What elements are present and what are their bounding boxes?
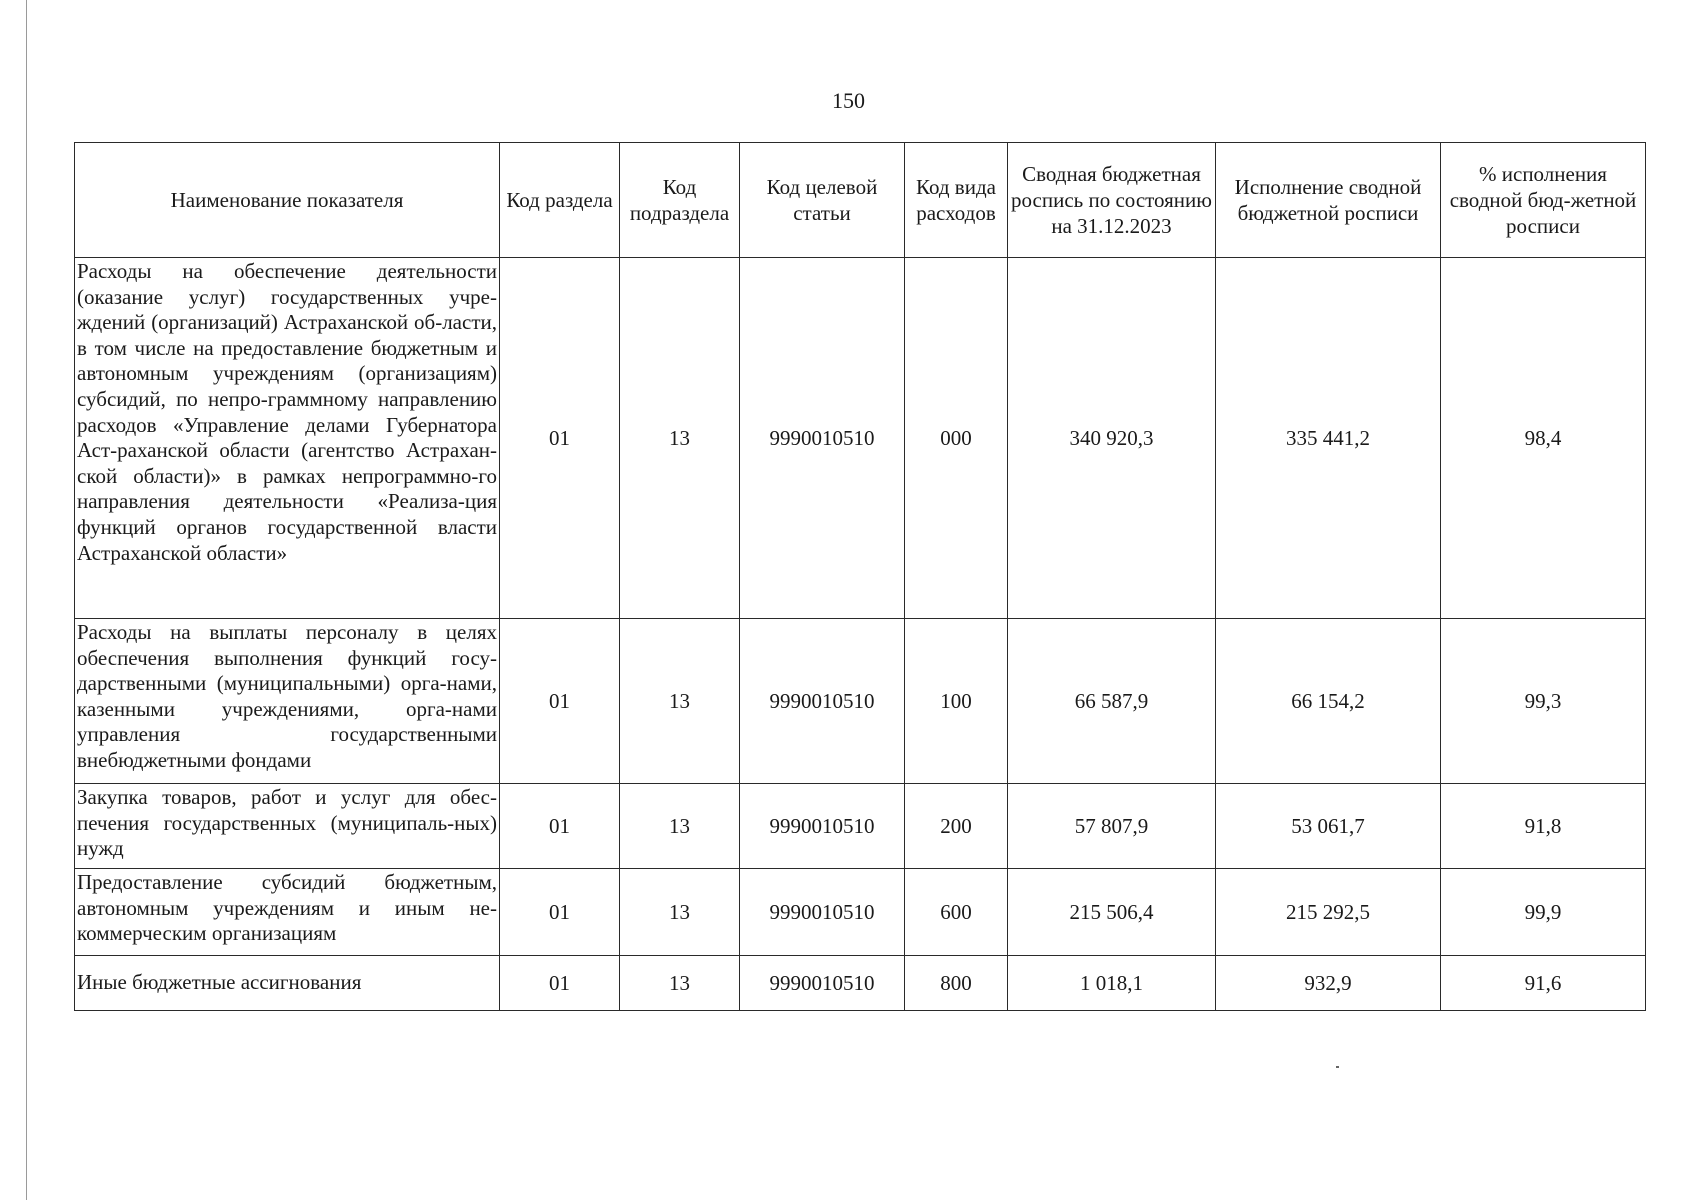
header-percent: % исполнения сводной бюд-жетной росписи	[1441, 143, 1646, 258]
header-subsection-code: Код подраздела	[620, 143, 740, 258]
row-execution: 335 441,2	[1216, 258, 1441, 619]
row-subsection-code: 13	[620, 869, 740, 956]
scan-edge-line	[26, 0, 27, 1200]
table-row	[75, 784, 1646, 869]
row-percent: 99,3	[1441, 619, 1646, 784]
row-expense-type-code: 100	[905, 619, 1008, 784]
table-row	[75, 956, 1646, 1011]
row-percent: 91,6	[1441, 956, 1646, 1011]
row-section-code: 01	[500, 619, 620, 784]
row-expense-type-code: 000	[905, 258, 1008, 619]
row-subsection-code: 13	[620, 784, 740, 869]
row-subsection-code: 13	[620, 619, 740, 784]
header-name: Наименование показателя	[75, 143, 500, 258]
row-subsection-code: 13	[620, 956, 740, 1011]
row-section-code: 01	[500, 869, 620, 956]
row-target-code: 9990010510	[740, 784, 905, 869]
row-name: Закупка товаров, работ и услуг для обес-печения государственных (муниципаль-ных) нужд	[75, 784, 500, 869]
row-execution: 932,9	[1216, 956, 1441, 1011]
row-section-code: 01	[500, 784, 620, 869]
row-name: Иные бюджетные ассигнования	[75, 956, 500, 1011]
row-percent: 98,4	[1441, 258, 1646, 619]
table-row	[75, 258, 1646, 619]
page-number: 150	[832, 88, 865, 113]
row-budget: 66 587,9	[1008, 619, 1216, 784]
row-expense-type-code: 600	[905, 869, 1008, 956]
row-subsection-code: 13	[620, 258, 740, 619]
row-target-code: 9990010510	[740, 956, 905, 1011]
header-target-code: Код целевой статьи	[740, 143, 905, 258]
row-name: Расходы на выплаты персоналу в целях обеспечения выполнения функций госу-дарственными (муниципальными) орга-нами, казенными учреждениями, орга-нами управления государственными внебюджетными фондами	[75, 619, 500, 784]
row-expense-type-code: 200	[905, 784, 1008, 869]
row-name: Расходы на обеспечение деятельности (оказание услуг) государственных учре-ждений (организаций) Астраханской об-ласти, в том числе на предоставление бюджетным и автономным учреждениям (организациям) субсидий, по непро-граммному направлению расходов «Управление делами Губернатора Аст-раханской области (агентство Астрахан-ской области)» в рамках непрограммно-го направления деятельности «Реализа-ция функций органов государственной власти Астраханской области»	[75, 258, 500, 619]
row-target-code: 9990010510	[740, 869, 905, 956]
header-execution: Исполнение сводной бюджетной росписи	[1216, 143, 1441, 258]
row-section-code: 01	[500, 258, 620, 619]
row-execution: 66 154,2	[1216, 619, 1441, 784]
scan-speck	[1336, 1066, 1339, 1068]
row-execution: 53 061,7	[1216, 784, 1441, 869]
row-budget: 1 018,1	[1008, 956, 1216, 1011]
row-section-code: 01	[500, 956, 620, 1011]
header-section-code: Код раздела	[500, 143, 620, 258]
row-target-code: 9990010510	[740, 258, 905, 619]
header-expense-type-code: Код вида расходов	[905, 143, 1008, 258]
budget-table	[74, 142, 1646, 1011]
row-execution: 215 292,5	[1216, 869, 1441, 956]
table-row	[75, 869, 1646, 956]
row-target-code: 9990010510	[740, 619, 905, 784]
table-row	[75, 619, 1646, 784]
row-budget: 340 920,3	[1008, 258, 1216, 619]
table-header-row	[75, 143, 1646, 258]
row-budget: 215 506,4	[1008, 869, 1216, 956]
row-percent: 91,8	[1441, 784, 1646, 869]
row-name: Предоставление субсидий бюджетным, автономным учреждениям и иным не-коммерческим организациям	[75, 869, 500, 956]
header-budget: Сводная бюджетная роспись по состоянию на 31.12.2023	[1008, 143, 1216, 258]
row-expense-type-code: 800	[905, 956, 1008, 1011]
row-percent: 99,9	[1441, 869, 1646, 956]
row-budget: 57 807,9	[1008, 784, 1216, 869]
